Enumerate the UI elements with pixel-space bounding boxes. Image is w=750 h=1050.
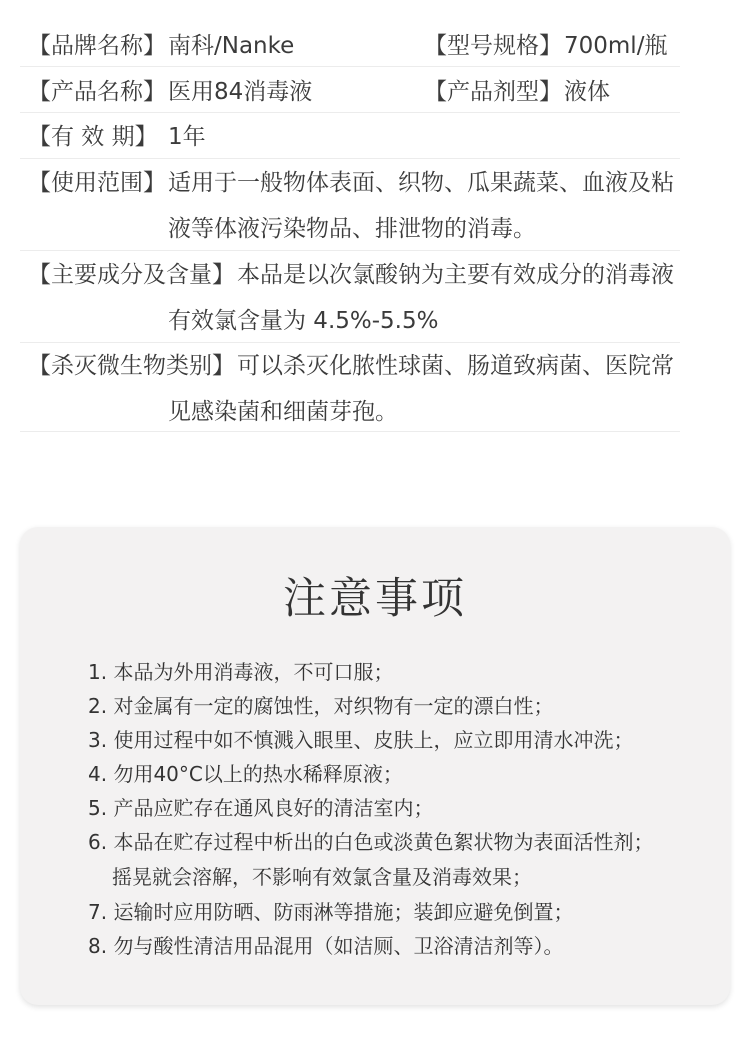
scope-line-1: 适用于一般物体表面、织物、瓜果蔬菜、血液及粘 xyxy=(168,170,674,196)
notice-item: 8. 勿与酸性清洁用品混用（如洁厕、卫浴清洁剂等）。 xyxy=(88,934,564,958)
form-label: 【产品剂型】 xyxy=(424,79,562,105)
notice-item: 1. 本品为外用消毒液，不可口服； xyxy=(88,660,394,684)
microbes-line-1: 可以杀灭化脓性球菌、肠道致病菌、医院常 xyxy=(237,353,674,379)
ingredients-line-1: 本品是以次氯酸钠为主要有效成分的消毒液 xyxy=(237,262,674,288)
notice-item: 5. 产品应贮存在通风良好的清洁室内； xyxy=(88,796,434,820)
product-name-value: 医用84消毒液 xyxy=(168,79,313,105)
validity-label: 【有 效 期】 xyxy=(28,124,158,150)
scope-label: 【使用范围】 xyxy=(28,170,166,196)
model-value: 700ml/瓶 xyxy=(564,33,668,59)
notice-item: 4. 勿用40°C以上的热水稀释原液； xyxy=(88,762,403,786)
ingredients-label: 【主要成分及含量】 xyxy=(28,262,235,288)
validity-value: 1年 xyxy=(168,124,206,150)
microbes-label: 【杀灭微生物类别】 xyxy=(28,353,235,379)
notice-item: 7. 运输时应用防晒、防雨淋等措施；装卸应避免倒置； xyxy=(88,900,574,924)
brand-value: 南科/Nanke xyxy=(168,33,295,59)
ingredients-line-2: 有效氯含量为 4.5%-5.5% xyxy=(168,308,439,334)
scope-line-2: 液等体液污染物品、排泄物的消毒。 xyxy=(168,216,536,242)
brand-label: 【品牌名称】 xyxy=(28,33,166,59)
microbes-line-2: 见感染菌和细菌芽孢。 xyxy=(168,399,398,425)
product-name-label: 【产品名称】 xyxy=(28,79,166,105)
form-value: 液体 xyxy=(564,79,610,105)
notice-item: 6. 本品在贮存过程中析出的白色或淡黄色絮状物为表面活性剂； xyxy=(88,830,654,854)
notice-title: 注意事项 xyxy=(283,574,467,624)
notice-item-continuation: 摇晃就会溶解，不影响有效氯含量及消毒效果； xyxy=(112,865,532,889)
model-label: 【型号规格】 xyxy=(424,33,562,59)
notice-item: 3. 使用过程中如不慎溅入眼里、皮肤上，应立即用清水冲洗； xyxy=(88,728,634,752)
notice-item: 2. 对金属有一定的腐蚀性，对织物有一定的漂白性； xyxy=(88,694,554,718)
